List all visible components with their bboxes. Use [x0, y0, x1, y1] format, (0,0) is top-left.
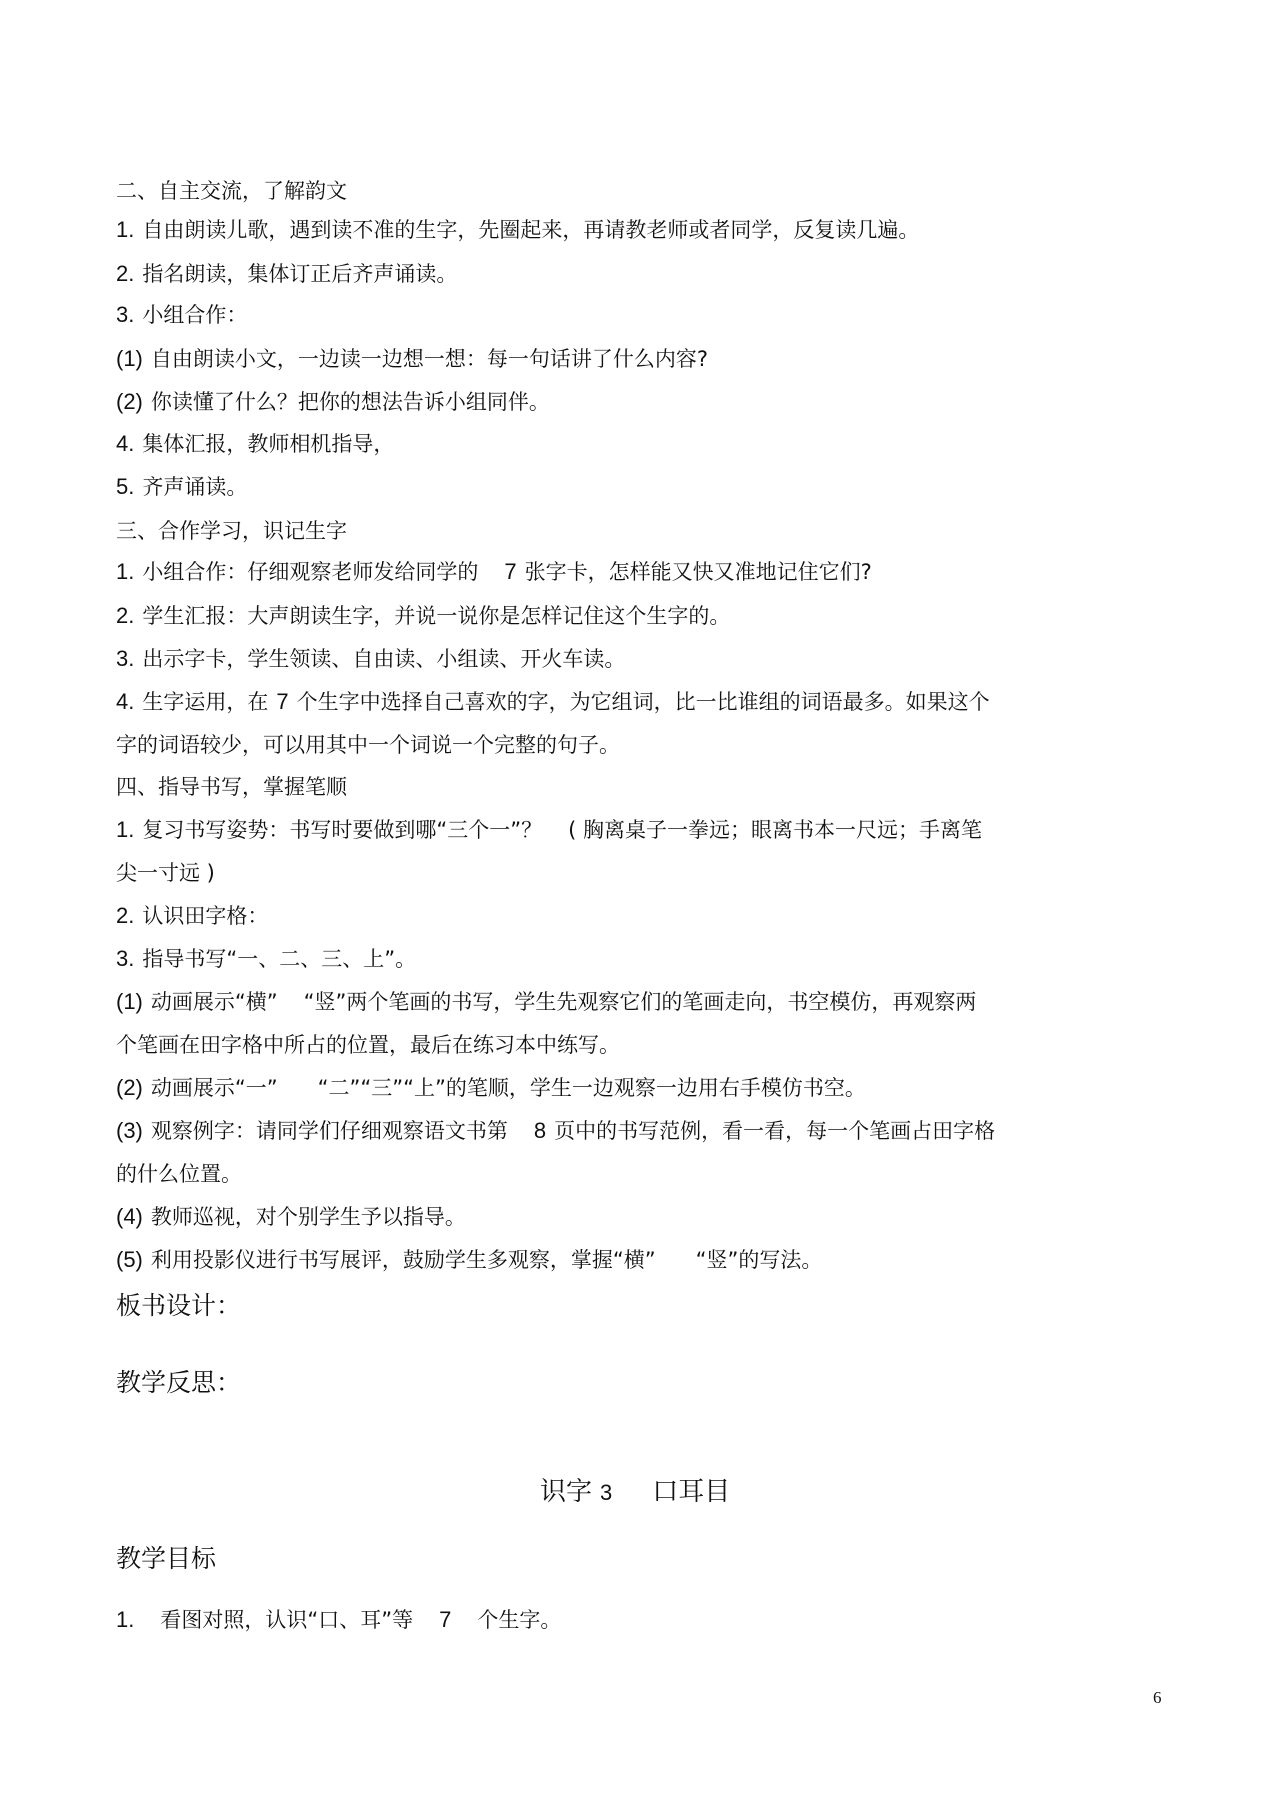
list-item: 3. 小组合作：	[116, 302, 248, 327]
list-item: 5. 齐声诵读。	[116, 474, 248, 499]
section-heading-3: 三、合作学习，识记生字	[116, 519, 347, 543]
list-item: (4) 教师巡视，对个别学生予以指导。	[116, 1204, 466, 1229]
list-item-continuation: 的什么位置。	[116, 1162, 242, 1186]
list-item: 3. 出示字卡，学生领读、自由读、小组读、开火车读。	[116, 646, 626, 671]
list-item: 3. 指导书写“一、二、三、上”。	[116, 946, 417, 971]
section-heading-2: 二、自主交流，了解韵文	[116, 179, 347, 203]
objective-item: 1. 看图对照，认识“口、耳”等 7 个生字。	[116, 1607, 562, 1632]
list-item-continuation: 个笔画在田字格中所占的位置，最后在练习本中练写。	[116, 1033, 620, 1057]
teaching-reflection-label: 教学反思：	[116, 1368, 242, 1397]
list-item-continuation: 字的词语较少，可以用其中一个词说一个完整的句子。	[116, 733, 620, 757]
list-item: 1. 小组合作：仔细观察老师发给同学的 7 张字卡，怎样能又快又准地记住它们?	[116, 559, 872, 584]
list-item: (2) 你读懂了什么？把你的想法告诉小组同伴。	[116, 389, 550, 414]
list-item: (1) 动画展示“横” “竖”两个笔画的书写，学生先观察它们的笔画走向，书空模仿，再观察两	[116, 989, 977, 1014]
list-item: 1. 自由朗读儿歌，遇到读不准的生字，先圈起来，再请教老师或者同学，反复读几遍。	[116, 217, 920, 242]
lesson-title: 识字 3 口耳目	[540, 1477, 731, 1507]
board-design-label: 板书设计：	[116, 1291, 242, 1320]
page-number: 6	[1153, 1688, 1162, 1707]
list-item: (2) 动画展示“一” “二”“三”“上”的笔顺，学生一边观察一边用右手模仿书空。	[116, 1075, 866, 1100]
list-item: (3) 观察例字：请同学们仔细观察语文书第 8 页中的书写范例，看一看，每一个笔画占田字格	[116, 1118, 996, 1143]
list-item: 1. 复习书写姿势：书写时要做到哪“三个一”？ ( 胸离桌子一拳远；眼离书本一尺远；手离笔	[116, 817, 982, 842]
list-item: 2. 认识田字格：	[116, 903, 269, 928]
list-item: 4. 生字运用，在 7 个生字中选择自己喜欢的字，为它组词，比一比谁组的词语最多。如果这个	[116, 689, 990, 714]
list-item: 4. 集体汇报，教师相机指导，	[116, 431, 395, 456]
list-item: (5) 利用投影仪进行书写展评，鼓励学生多观察，掌握“横” “竖”的写法。	[116, 1247, 823, 1272]
list-item: 2. 学生汇报：大声朗读生字，并说一说你是怎样记住这个生字的。	[116, 603, 731, 628]
teaching-objectives-heading: 教学目标	[116, 1544, 217, 1573]
section-heading-4: 四、指导书写，掌握笔顺	[116, 775, 347, 799]
list-item: (1) 自由朗读小文，一边读一边想一想：每一句话讲了什么内容?	[116, 346, 709, 371]
list-item: 2. 指名朗读，集体订正后齐声诵读。	[116, 261, 458, 286]
list-item-continuation: 尖一寸远 )	[116, 861, 215, 885]
